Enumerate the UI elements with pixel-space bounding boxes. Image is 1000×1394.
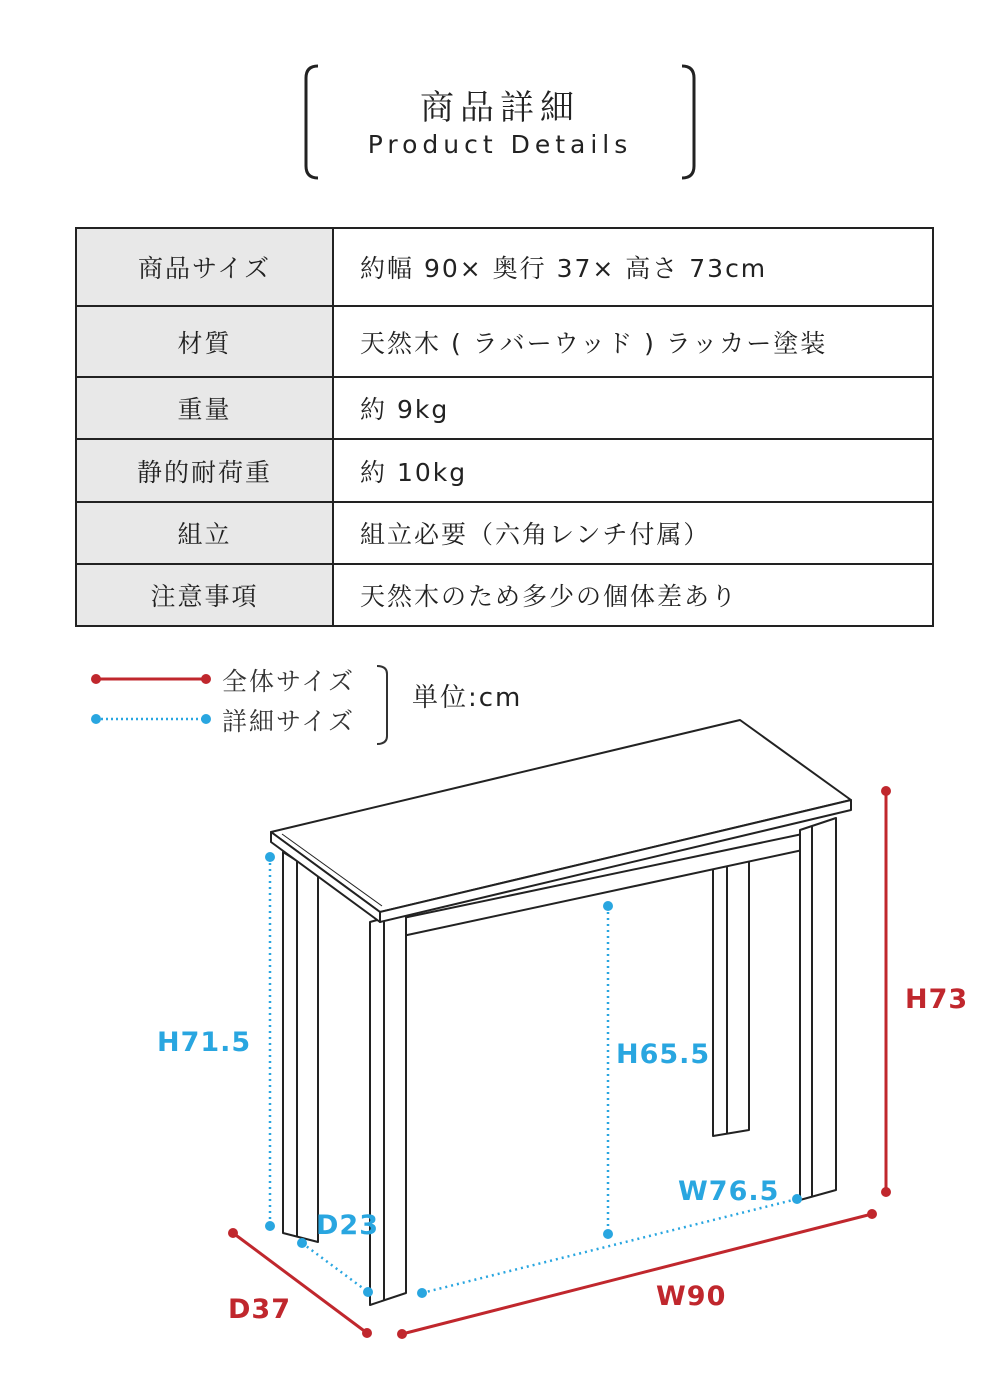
row-label: 材質 <box>76 306 333 377</box>
dim-label-h73: H73 <box>905 984 969 1015</box>
row-label: 重量 <box>76 377 333 439</box>
row-label: 商品サイズ <box>76 228 333 306</box>
row-value: 約幅 90× 奥行 37× 高さ 73cm <box>333 228 933 306</box>
legend-detail-label: 詳細サイズ <box>222 707 356 736</box>
page-title: 商品詳細 <box>420 88 580 128</box>
unit-label: 単位:cm <box>412 683 523 713</box>
dim-label-w90: W90 <box>656 1281 727 1312</box>
dim-label-d37: D37 <box>228 1294 291 1325</box>
legend-overall-label: 全体サイズ <box>222 667 356 696</box>
row-label: 組立 <box>76 502 333 564</box>
dim-label-h71-5: H71.5 <box>157 1027 252 1058</box>
dim-label-w76-5: W76.5 <box>678 1176 780 1207</box>
row-value: 天然木 ( ラバーウッド ) ラッカー塗装 <box>333 306 933 377</box>
page-subtitle: Product Details <box>367 130 633 159</box>
row-label: 注意事項 <box>76 564 333 626</box>
dim-label-h65-5: H65.5 <box>616 1039 711 1070</box>
row-value: 約 9kg <box>333 377 933 439</box>
row-value: 天然木のため多少の個体差あり <box>333 564 933 626</box>
row-label: 静的耐荷重 <box>76 439 333 502</box>
row-value: 組立必要（六角レンチ付属） <box>333 502 933 564</box>
row-value: 約 10kg <box>333 439 933 502</box>
dim-label-d23: D23 <box>316 1210 379 1241</box>
